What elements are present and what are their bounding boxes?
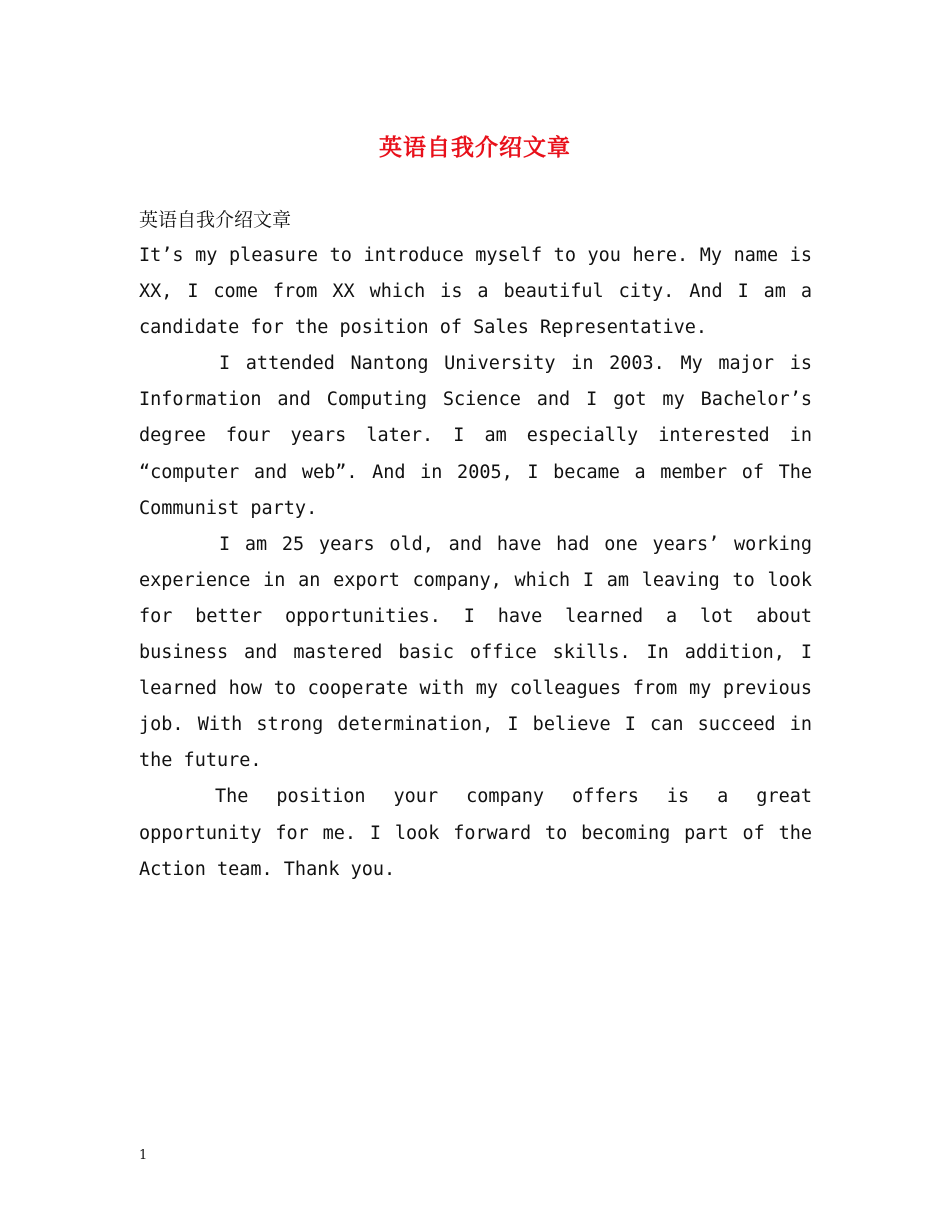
page-number: 1 (139, 1148, 148, 1163)
document-subtitle: 英语自我介绍文章 (139, 209, 292, 231)
document-title: 英语自我介绍文章 (379, 134, 571, 161)
paragraph-intro: It’s my pleasure to introduce myself to you here. My name is XX, I come from XX which is a beautiful city. And I am a candidate for the position of Sales Representative. (139, 245, 812, 339)
paragraph-education: I attended Nantong University in 2003. My major is Information and Computing Science and I got my Bachelor’s degree four years later. I am especially interested in “computer and web”. And in 2005, I became a member of The Communist party. (139, 353, 812, 519)
document-body (139, 238, 812, 888)
paragraph-closing: The position your company offers is a great opportunity for me. I look forward to becoming part of the Action team. Thank you. (139, 786, 812, 880)
paragraph-experience: I am 25 years old, and have had one years’ working experience in an export company, which I am leaving to look for better opportunities. I have learned a lot about business and mastered basic office skills. In addition, I learned how to cooperate with my colleagues from my previous job. With strong determination, I believe I can succeed in the future. (139, 533, 812, 772)
